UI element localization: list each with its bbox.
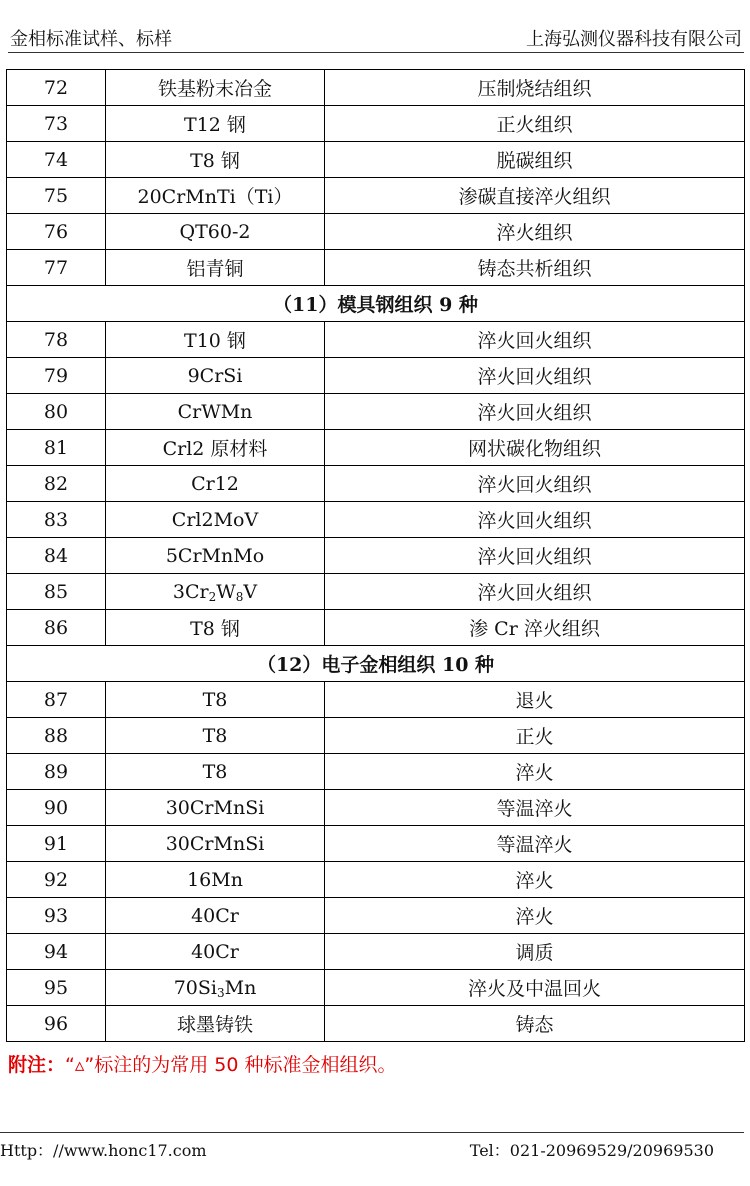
- page-header: [8, 22, 744, 53]
- row-material: T8: [106, 754, 325, 790]
- table-row: [7, 862, 745, 898]
- table-row: [7, 934, 745, 970]
- row-material: QT60-2: [106, 214, 325, 250]
- table-row: [7, 430, 745, 466]
- row-number: 87: [7, 682, 106, 718]
- footnote: [8, 1050, 397, 1077]
- table-row: [7, 178, 745, 214]
- row-structure: 淬火: [325, 898, 745, 934]
- table-row: [7, 106, 745, 142]
- formula-subscript: 2: [208, 589, 217, 604]
- row-number: 94: [7, 934, 106, 970]
- row-material: Crl2 原材料: [106, 430, 325, 466]
- row-material: Cr12: [106, 466, 325, 502]
- table-row: [7, 718, 745, 754]
- row-structure: 淬火回火组织: [325, 502, 745, 538]
- row-number: 84: [7, 538, 106, 574]
- row-structure: 铸态共析组织: [325, 250, 745, 286]
- formula-part: Mn: [224, 976, 257, 999]
- row-structure: 淬火: [325, 862, 745, 898]
- footnote-text: “▵”标注的为常用 50 种标准金相组织。: [65, 1054, 397, 1076]
- header-title: 金相标准试样、标样: [10, 29, 172, 50]
- row-number: 80: [7, 394, 106, 430]
- row-structure: 调质: [325, 934, 745, 970]
- row-material: 铁基粉末冶金: [106, 70, 325, 106]
- row-number: 73: [7, 106, 106, 142]
- table-row: [7, 538, 745, 574]
- table-row: [7, 682, 745, 718]
- row-structure: 淬火回火组织: [325, 574, 745, 610]
- formula-part: 70Si: [173, 976, 217, 999]
- row-structure: 压制烧结组织: [325, 70, 745, 106]
- row-material: T10 钢: [106, 322, 325, 358]
- table-row: [7, 394, 745, 430]
- table-row: [7, 754, 745, 790]
- table-row: [7, 970, 745, 1006]
- formula-part: V: [243, 580, 258, 603]
- table-row: [7, 322, 745, 358]
- table-row: [7, 250, 745, 286]
- row-structure: 淬火回火组织: [325, 538, 745, 574]
- formula-subscript: 3: [216, 985, 225, 1000]
- row-number: 90: [7, 790, 106, 826]
- row-structure: 淬火回火组织: [325, 394, 745, 430]
- row-number: 75: [7, 178, 106, 214]
- row-material: 30CrMnSi: [106, 790, 325, 826]
- row-material: T8 钢: [106, 142, 325, 178]
- row-material: T8: [106, 682, 325, 718]
- section-header-mold-steel: [7, 286, 745, 322]
- row-number: 89: [7, 754, 106, 790]
- row-number: 83: [7, 502, 106, 538]
- row-material: T8 钢: [106, 610, 325, 646]
- row-number: 85: [7, 574, 106, 610]
- table-row: [7, 790, 745, 826]
- table-row: [7, 70, 745, 106]
- row-number: 86: [7, 610, 106, 646]
- row-number: 88: [7, 718, 106, 754]
- section-header-electron-metallography: [7, 646, 745, 682]
- row-number: 92: [7, 862, 106, 898]
- row-number: 76: [7, 214, 106, 250]
- table-row: [7, 466, 745, 502]
- row-number: 77: [7, 250, 106, 286]
- table-row: [7, 142, 745, 178]
- table-row: [7, 358, 745, 394]
- row-material: 铝青铜: [106, 250, 325, 286]
- table-row: [7, 214, 745, 250]
- row-structure: 铸态: [325, 1006, 745, 1042]
- row-number: 82: [7, 466, 106, 502]
- row-structure: 网状碳化物组织: [325, 430, 745, 466]
- table-row: [7, 1006, 745, 1042]
- row-material: 40Cr: [106, 934, 325, 970]
- table-row: [7, 898, 745, 934]
- row-material: 20CrMnTi（Ti）: [106, 178, 325, 214]
- row-material: 5CrMnMo: [106, 538, 325, 574]
- footer-phone: Tel：021-20969529/20969530: [469, 1141, 714, 1160]
- row-number: 96: [7, 1006, 106, 1042]
- row-structure: 渗 Cr 淬火组织: [325, 610, 745, 646]
- footnote-label: 附注：: [8, 1054, 66, 1076]
- row-structure: 正火组织: [325, 106, 745, 142]
- row-structure: 等温淬火: [325, 790, 745, 826]
- row-structure: 等温淬火: [325, 826, 745, 862]
- row-number: 81: [7, 430, 106, 466]
- row-structure: 退火: [325, 682, 745, 718]
- table-row: [7, 502, 745, 538]
- row-number: 74: [7, 142, 106, 178]
- row-number: 78: [7, 322, 106, 358]
- row-material: [106, 970, 325, 1006]
- row-material: 9CrSi: [106, 358, 325, 394]
- row-structure: 渗碳直接淬火组织: [325, 178, 745, 214]
- row-structure: 淬火回火组织: [325, 322, 745, 358]
- row-structure: 淬火及中温回火: [325, 970, 745, 1006]
- row-structure: 淬火回火组织: [325, 358, 745, 394]
- row-material: [106, 574, 325, 610]
- row-material: T12 钢: [106, 106, 325, 142]
- row-material: CrWMn: [106, 394, 325, 430]
- row-material: Crl2MoV: [106, 502, 325, 538]
- row-number: 93: [7, 898, 106, 934]
- header-company: 上海弘测仪器科技有限公司: [526, 29, 742, 50]
- formula-part: W: [216, 580, 236, 603]
- row-structure: 淬火: [325, 754, 745, 790]
- table-row: [7, 610, 745, 646]
- table-row: [7, 826, 745, 862]
- row-material: 40Cr: [106, 898, 325, 934]
- row-structure: 淬火回火组织: [325, 466, 745, 502]
- specimen-table: [6, 69, 745, 1042]
- row-number: 95: [7, 970, 106, 1006]
- row-material: T8: [106, 718, 325, 754]
- row-structure: 淬火组织: [325, 214, 745, 250]
- section-title: （11）模具钢组织 9 种: [7, 286, 745, 322]
- section-title: （12）电子金相组织 10 种: [7, 646, 745, 682]
- footer-website: Http：//www.honc17.com: [0, 1141, 207, 1160]
- formula-part: 3Cr: [172, 580, 209, 603]
- table-row: [7, 574, 745, 610]
- row-number: 72: [7, 70, 106, 106]
- row-material: 16Mn: [106, 862, 325, 898]
- row-material: 30CrMnSi: [106, 826, 325, 862]
- row-number: 79: [7, 358, 106, 394]
- row-number: 91: [7, 826, 106, 862]
- row-structure: 脱碳组织: [325, 142, 745, 178]
- row-material: 球墨铸铁: [106, 1006, 325, 1042]
- formula-subscript: 8: [235, 589, 244, 604]
- page-footer: [0, 1132, 744, 1163]
- row-structure: 正火: [325, 718, 745, 754]
